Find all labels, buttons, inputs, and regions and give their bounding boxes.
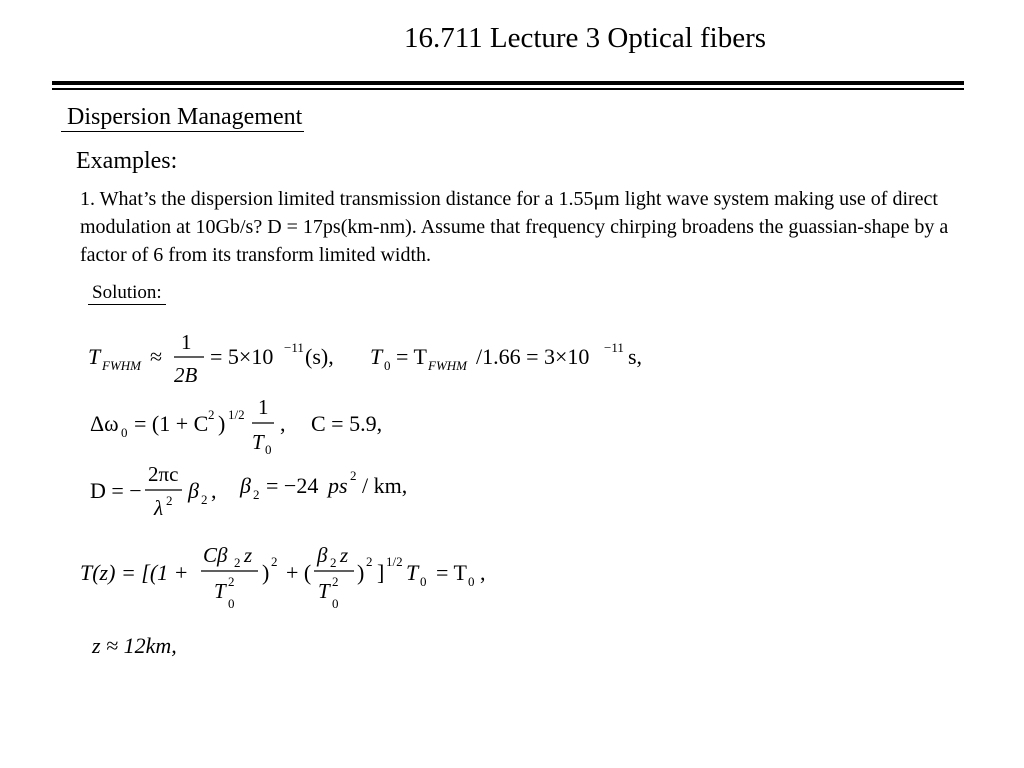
- svg-text:+ (: + (: [286, 560, 312, 585]
- svg-text:0: 0: [265, 442, 272, 457]
- svg-text:β: β: [188, 478, 199, 503]
- svg-text:): ): [357, 560, 365, 585]
- svg-text:2: 2: [330, 555, 337, 570]
- svg-text:2: 2: [350, 468, 357, 483]
- svg-text:T: T: [370, 344, 383, 369]
- svg-text:β: β: [240, 473, 251, 498]
- svg-text:T: T: [214, 579, 226, 603]
- svg-text:2: 2: [166, 493, 173, 508]
- svg-text:,: ,: [480, 560, 486, 585]
- svg-text:−11: −11: [284, 340, 304, 355]
- svg-text:= 5×10: = 5×10: [210, 344, 274, 369]
- svg-text:FWHM: FWHM: [428, 358, 467, 373]
- equation-t0: [370, 340, 642, 373]
- svg-text:(s),: (s),: [305, 344, 334, 369]
- equation-z: [91, 633, 177, 658]
- svg-text:ps: ps: [328, 473, 348, 498]
- svg-text:C = 5.9,: C = 5.9,: [311, 411, 383, 436]
- svg-text:/ km,: / km,: [362, 473, 408, 498]
- svg-text:Δω: Δω: [90, 411, 119, 436]
- svg-text:1: 1: [258, 395, 269, 419]
- svg-text:T: T: [406, 560, 419, 585]
- svg-text:,: ,: [211, 478, 217, 503]
- svg-text:2: 2: [332, 574, 339, 589]
- svg-text:2πc: 2πc: [148, 462, 179, 486]
- svg-text:T(z) = [(1 +: T(z) = [(1 +: [80, 560, 189, 585]
- svg-text:z ≈ 12km,: z ≈ 12km,: [92, 633, 177, 658]
- svg-text:D = −: D = −: [90, 478, 142, 503]
- svg-text:,: ,: [280, 411, 286, 436]
- svg-text:2: 2: [366, 554, 373, 569]
- slide-title: 16.711 Lecture 3 Optical fibers: [403, 22, 767, 54]
- svg-text:0: 0: [121, 425, 128, 440]
- svg-text:s,: s,: [628, 344, 643, 369]
- svg-text:0: 0: [228, 596, 235, 611]
- svg-text:T: T: [88, 344, 101, 369]
- svg-text:1/2: 1/2: [386, 554, 403, 569]
- svg-text:2: 2: [201, 492, 208, 507]
- svg-text:λ: λ: [154, 496, 164, 520]
- solution-label: Solution:: [88, 282, 166, 305]
- svg-text:/1.66 = 3×10: /1.66 = 3×10: [476, 344, 590, 369]
- equation-c: [311, 411, 382, 436]
- svg-text:]: ]: [377, 560, 385, 585]
- svg-text:2: 2: [271, 554, 278, 569]
- svg-text:1/2: 1/2: [228, 407, 245, 422]
- svg-text:0: 0: [384, 358, 391, 373]
- svg-text:2: 2: [253, 487, 260, 502]
- svg-text:T: T: [318, 579, 330, 603]
- svg-text:0: 0: [468, 574, 475, 589]
- problem-statement: 1. What’s the dispersion limited transmission distance for a 1.55μm light wave system making use of direct modulation at 10Gb/s? D = 17ps(km-nm). Assume that frequency chirping broadens the guassian-shape by a factor of 6 from its transform limited width.: [80, 188, 949, 266]
- svg-text:= (1 + C: = (1 + C: [134, 411, 209, 436]
- svg-text:): ): [262, 560, 270, 585]
- svg-text:0: 0: [420, 574, 427, 589]
- svg-text:2B: 2B: [174, 363, 198, 387]
- equation-beta2: [239, 468, 407, 502]
- svg-text:T: T: [252, 430, 264, 454]
- svg-text:0: 0: [332, 596, 339, 611]
- svg-text:z: z: [244, 543, 253, 567]
- svg-text:FWHM: FWHM: [102, 358, 141, 373]
- svg-text:2: 2: [228, 574, 235, 589]
- equation-tz: [80, 543, 486, 611]
- svg-text:= −24: = −24: [266, 473, 319, 498]
- equation-delta-omega: [90, 395, 286, 457]
- section-heading: Dispersion Management: [61, 103, 304, 132]
- equation-tfwhm: [88, 330, 334, 387]
- svg-text:): ): [218, 411, 226, 436]
- svg-text:≈: ≈: [150, 344, 163, 369]
- svg-text:Cβ: Cβ: [203, 543, 228, 567]
- svg-text:z: z: [340, 543, 349, 567]
- svg-text:−11: −11: [604, 340, 624, 355]
- svg-text:= T: = T: [436, 560, 467, 585]
- svg-text:1: 1: [181, 330, 192, 354]
- svg-text:= T: = T: [396, 344, 427, 369]
- equation-d: [90, 462, 217, 520]
- examples-label: Examples:: [76, 148, 178, 174]
- svg-text:β: β: [317, 543, 328, 567]
- svg-text:2: 2: [234, 555, 241, 570]
- svg-text:2: 2: [208, 407, 215, 422]
